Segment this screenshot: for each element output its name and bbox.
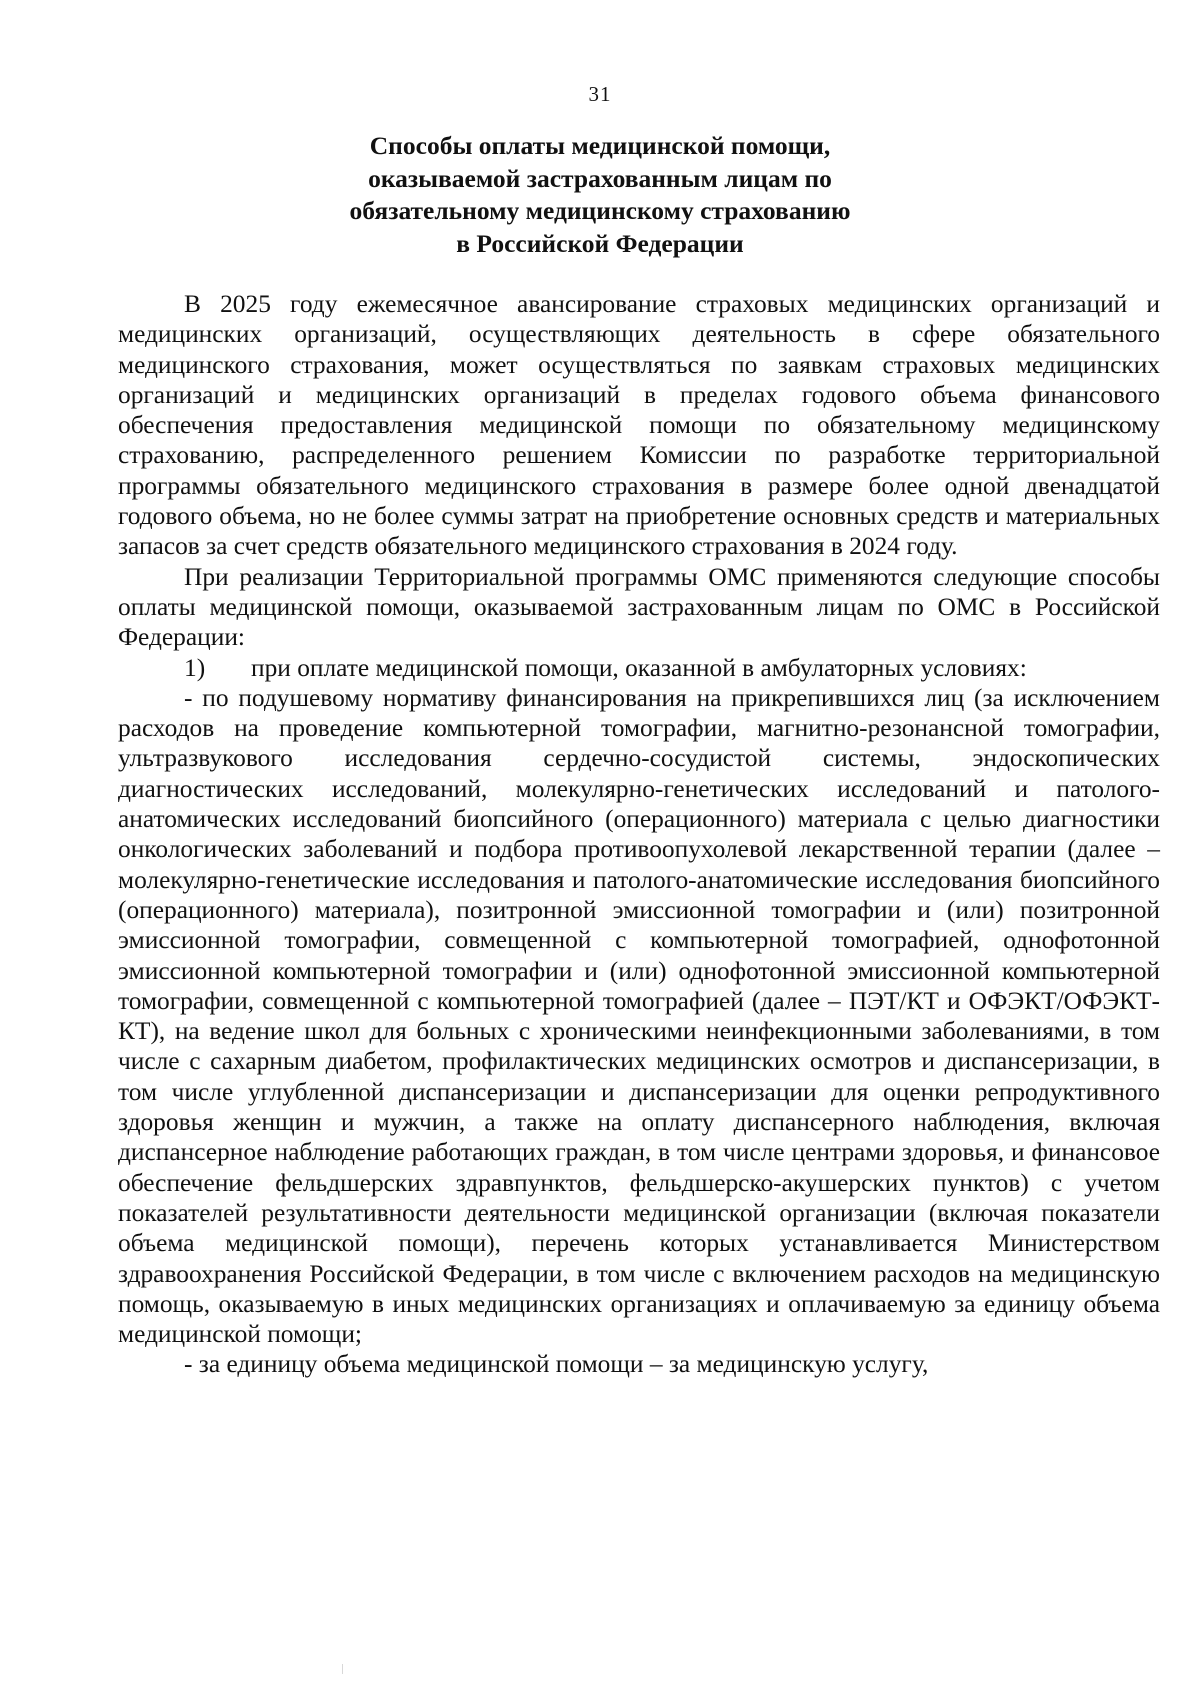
document-body (118, 289, 1160, 1380)
title-line-4: в Российской Федерации (456, 228, 744, 258)
list-item-text: при оплате медицинской помощи, оказанной в амбулаторных условиях: (251, 653, 1027, 682)
paragraph-advance-payment: В 2025 году ежемесячное авансирование страховых медицинских организаций и медицинских организаций, осуществляющих деятельность в сфере обязательного медицинского страхования, может осуществляться по заявкам страховых медицинских организаций и медицинских организаций в пределах годового объема финансового обеспечения предоставления медицинской помощи по обязательному медицинскому страхованию, распределенного решением Комиссии по разработке территориальной программы обязательного медицинского страхования в размере более одной двенадцатой годового объема, но не более суммы затрат на приобретение основных средств и материальных запасов за счет средств обязательного медицинского страхования в 2024 году. (118, 290, 1160, 561)
title-line-1: Способы оплаты медицинской помощи, (369, 131, 831, 160)
page-number: 31 (588, 82, 612, 106)
title-line-2: оказываемой застрахованным лицам по (368, 163, 832, 193)
list-item-number: 1) (184, 653, 206, 682)
bullet-per-capita: - по подушевому нормативу финансирования на прикрепившихся лиц (за исключением расходов на проведение компьютерной томографии, магнитно-резонансной томографии, ультразвукового исследования сердечно-сосудистой системы, эндоскопических диагностических исследований, молекулярно-генетических исследований и патолого-анатомических исследований биопсийного (операционного) материала с целью диагностики онкологических заболеваний и подбора противоопухолевой лекарственной терапии (далее – молекулярно-генетические исследования и патолого-анатомические исследования биопсийного (операционного) материала), позитронной эмиссионной томографии и (или) позитронной эмиссионной томографии, совмещенной с компьютерной томографией, однофотонной эмиссионной компьютерной томографии и (или) однофотонной эмиссионной компьютерной томографии, совмещенной с компьютерной томографией (далее – ПЭТ/КТ и ОФЭКТ/ОФЭКТ-КТ), на ведение школ для больных с хроническими неинфекционными заболеваниями, в том числе с сахарным диабетом, профилактических медицинских осмотров и диспансеризации, в том числе углубленной диспансеризации и диспансеризации для оценки репродуктивного здоровья женщин и мужчин, а также на оплату диспансерного наблюдения, включая диспансерное наблюдение работающих граждан, в том числе центрами здоровья, и финансовое обеспечение фельдшерских здравпунктов, фельдшерско-акушерских пунктов) с учетом показателей результативности деятельности медицинской организации (включая показатели объема медицинской помощи), перечень которых устанавливается Министерством здравоохранения Российской Федерации, в том числе с включением расходов на медицинскую помощь, оказываемую в иных медицинских организациях и оплачиваемую за единицу объема медицинской помощи; (118, 683, 1160, 1349)
list-item-1 (118, 653, 1160, 683)
scan-artifact (342, 1664, 343, 1674)
title-line-3: обязательному медицинскому страхованию (349, 196, 851, 225)
paragraph-payment-methods-intro: При реализации Территориальной программы ОМС применяются следующие способы оплаты медицинской помощи, оказываемой застрахованным лицам по ОМС в Российской Федерации: (118, 562, 1160, 652)
bullet-per-unit: - за единицу объема медицинской помощи – за медицинскую услугу, (184, 1350, 929, 1379)
document-title (300, 130, 900, 260)
